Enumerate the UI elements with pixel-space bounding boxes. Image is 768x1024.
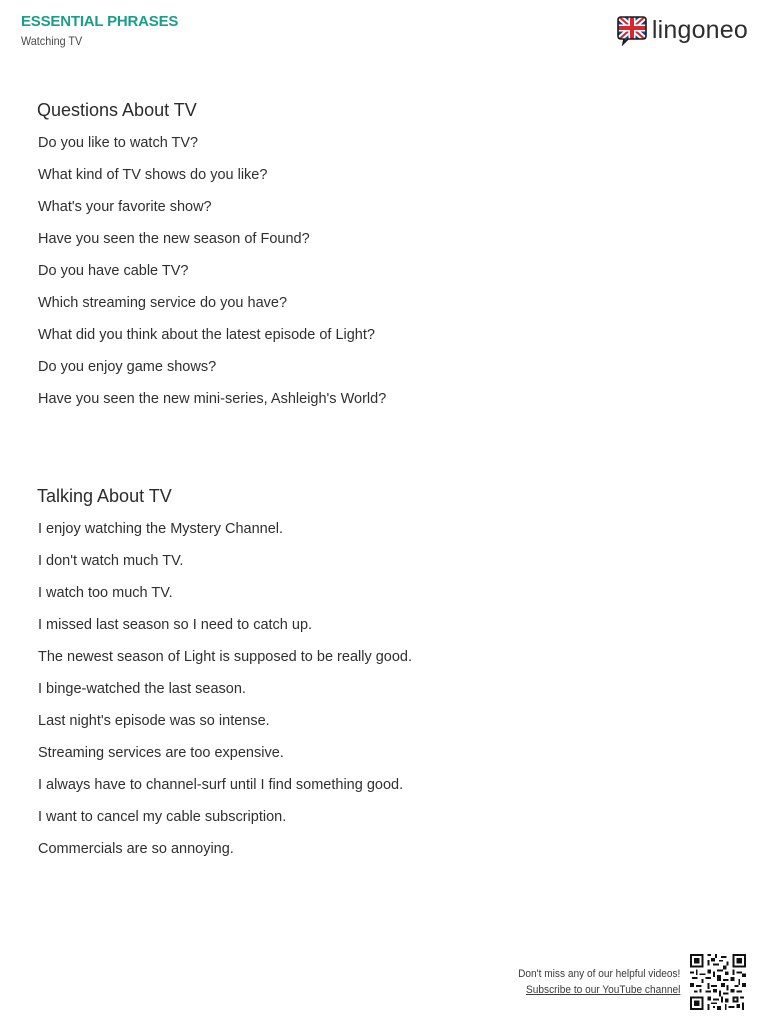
list-item: What did you think about the latest episode of Light? <box>38 327 375 343</box>
list-item: Do you like to watch TV? <box>38 135 199 151</box>
list-item: I don't watch much TV. <box>38 553 184 569</box>
list-item: What's your favorite show? <box>38 199 212 215</box>
page-subtitle: Watching TV <box>21 34 83 48</box>
list-item: Do you have cable TV? <box>38 263 189 279</box>
list-item: I missed last season so I need to catch up. <box>38 617 313 633</box>
youtube-subscribe-link[interactable]: Subscribe to our YouTube channel <box>525 984 680 996</box>
lingoneo-logo[interactable] <box>616 14 748 46</box>
page-header <box>21 12 178 50</box>
list-item: I want to cancel my cable subscription. <box>38 809 287 825</box>
list-item: I binge-watched the last season. <box>38 681 246 697</box>
list-item: Which streaming service do you have? <box>38 295 288 311</box>
footer-promo <box>504 966 680 998</box>
list-item: I enjoy watching the Mystery Channel. <box>38 521 284 537</box>
list-item: Do you enjoy game shows? <box>38 359 217 375</box>
footer-promo-text: Don't miss any of our helpful videos! <box>517 968 680 980</box>
list-item: What kind of TV shows do you like? <box>38 167 268 183</box>
qr-code-icon[interactable] <box>690 954 746 1010</box>
list-item: I always have to channel-surf until I find something good. <box>38 777 404 793</box>
section-title: Questions About TV <box>37 100 197 120</box>
category-label: ESSENTIAL PHRASES <box>21 13 179 30</box>
section-questions <box>37 99 727 415</box>
phrase-list <box>38 513 727 865</box>
list-item: I watch too much TV. <box>38 585 173 601</box>
list-item: Have you seen the new mini-series, Ashleigh's World? <box>38 391 387 407</box>
phrase-list <box>38 127 727 415</box>
section-title: Talking About TV <box>37 486 172 506</box>
list-item: Last night's episode was so intense. <box>38 713 270 729</box>
list-item: Have you seen the new season of Found? <box>38 231 310 247</box>
list-item: Commercials are so annoying. <box>38 841 234 857</box>
list-item: Streaming services are too expensive. <box>38 745 284 761</box>
section-talking <box>37 485 727 865</box>
list-item: The newest season of Light is supposed to be really good. <box>38 649 413 665</box>
logo-wordmark: lingoneo <box>651 16 748 44</box>
uk-flag-speech-bubble-icon <box>616 14 648 46</box>
